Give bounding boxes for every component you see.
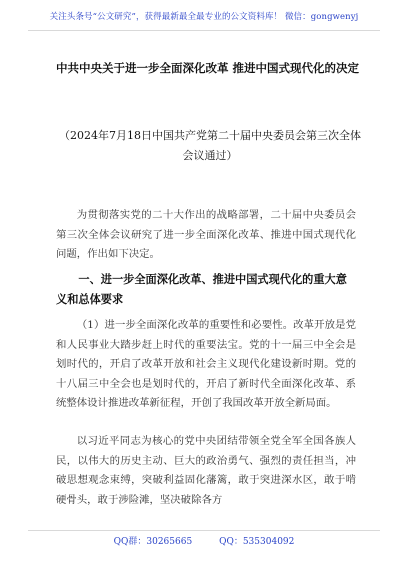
document-subtitle: （2024年7月18日中国共产党第二十届中央委员会第三次全体会议通过） — [59, 129, 361, 162]
body-paragraph-2: 以习近平同志为核心的党中央团结带领全党全军全国各族人民，以伟大的历史主动、巨大的政治勇气、强烈的责任担当，冲破思想观念束缚，突破利益固化藩篱，敢于突进深水区，敢于啃硬骨头，敢于涉险滩，坚决破除各方 — [56, 435, 356, 506]
body-paragraph-1: （1）进一步全面深化改革的重要性和必要性。改革开放是党和人民事业大踏步赶上时代的重要法宝。党的十一届三中全会是划时代的，开启了改革开放和社会主义现代化建设新时期。党的十八届三中全会也是划时代的，开启了新时代全面深化改革、系统整体设计推进改革新征程，开创了我国改革开放全新局面。 — [56, 319, 356, 410]
footer-divider — [28, 530, 380, 531]
section-heading: 一、进一步全面深化改革、推进中国式现代化的重大意义和总体要求 — [56, 273, 347, 306]
footer — [0, 534, 408, 547]
header-divider — [28, 30, 380, 31]
intro-paragraph: 为贯彻落实党的二十大作出的战略部署，二十届中央委员会第三次全体会议研究了进一步全面深化改革、推进中国式现代化问题，作出如下决定。 — [56, 209, 356, 261]
header-banner: 关注头条号“公文研究”，获得最新最全最专业的公文资料库！ 微信：gongwenyj — [49, 12, 359, 22]
document-title: 中共中央关于进一步全面深化改革 推进中国式现代化的决定 — [56, 61, 360, 75]
footer-qq: QQ：535304092 — [219, 537, 295, 547]
footer-qq-group: QQ群：30265665 — [113, 537, 193, 547]
